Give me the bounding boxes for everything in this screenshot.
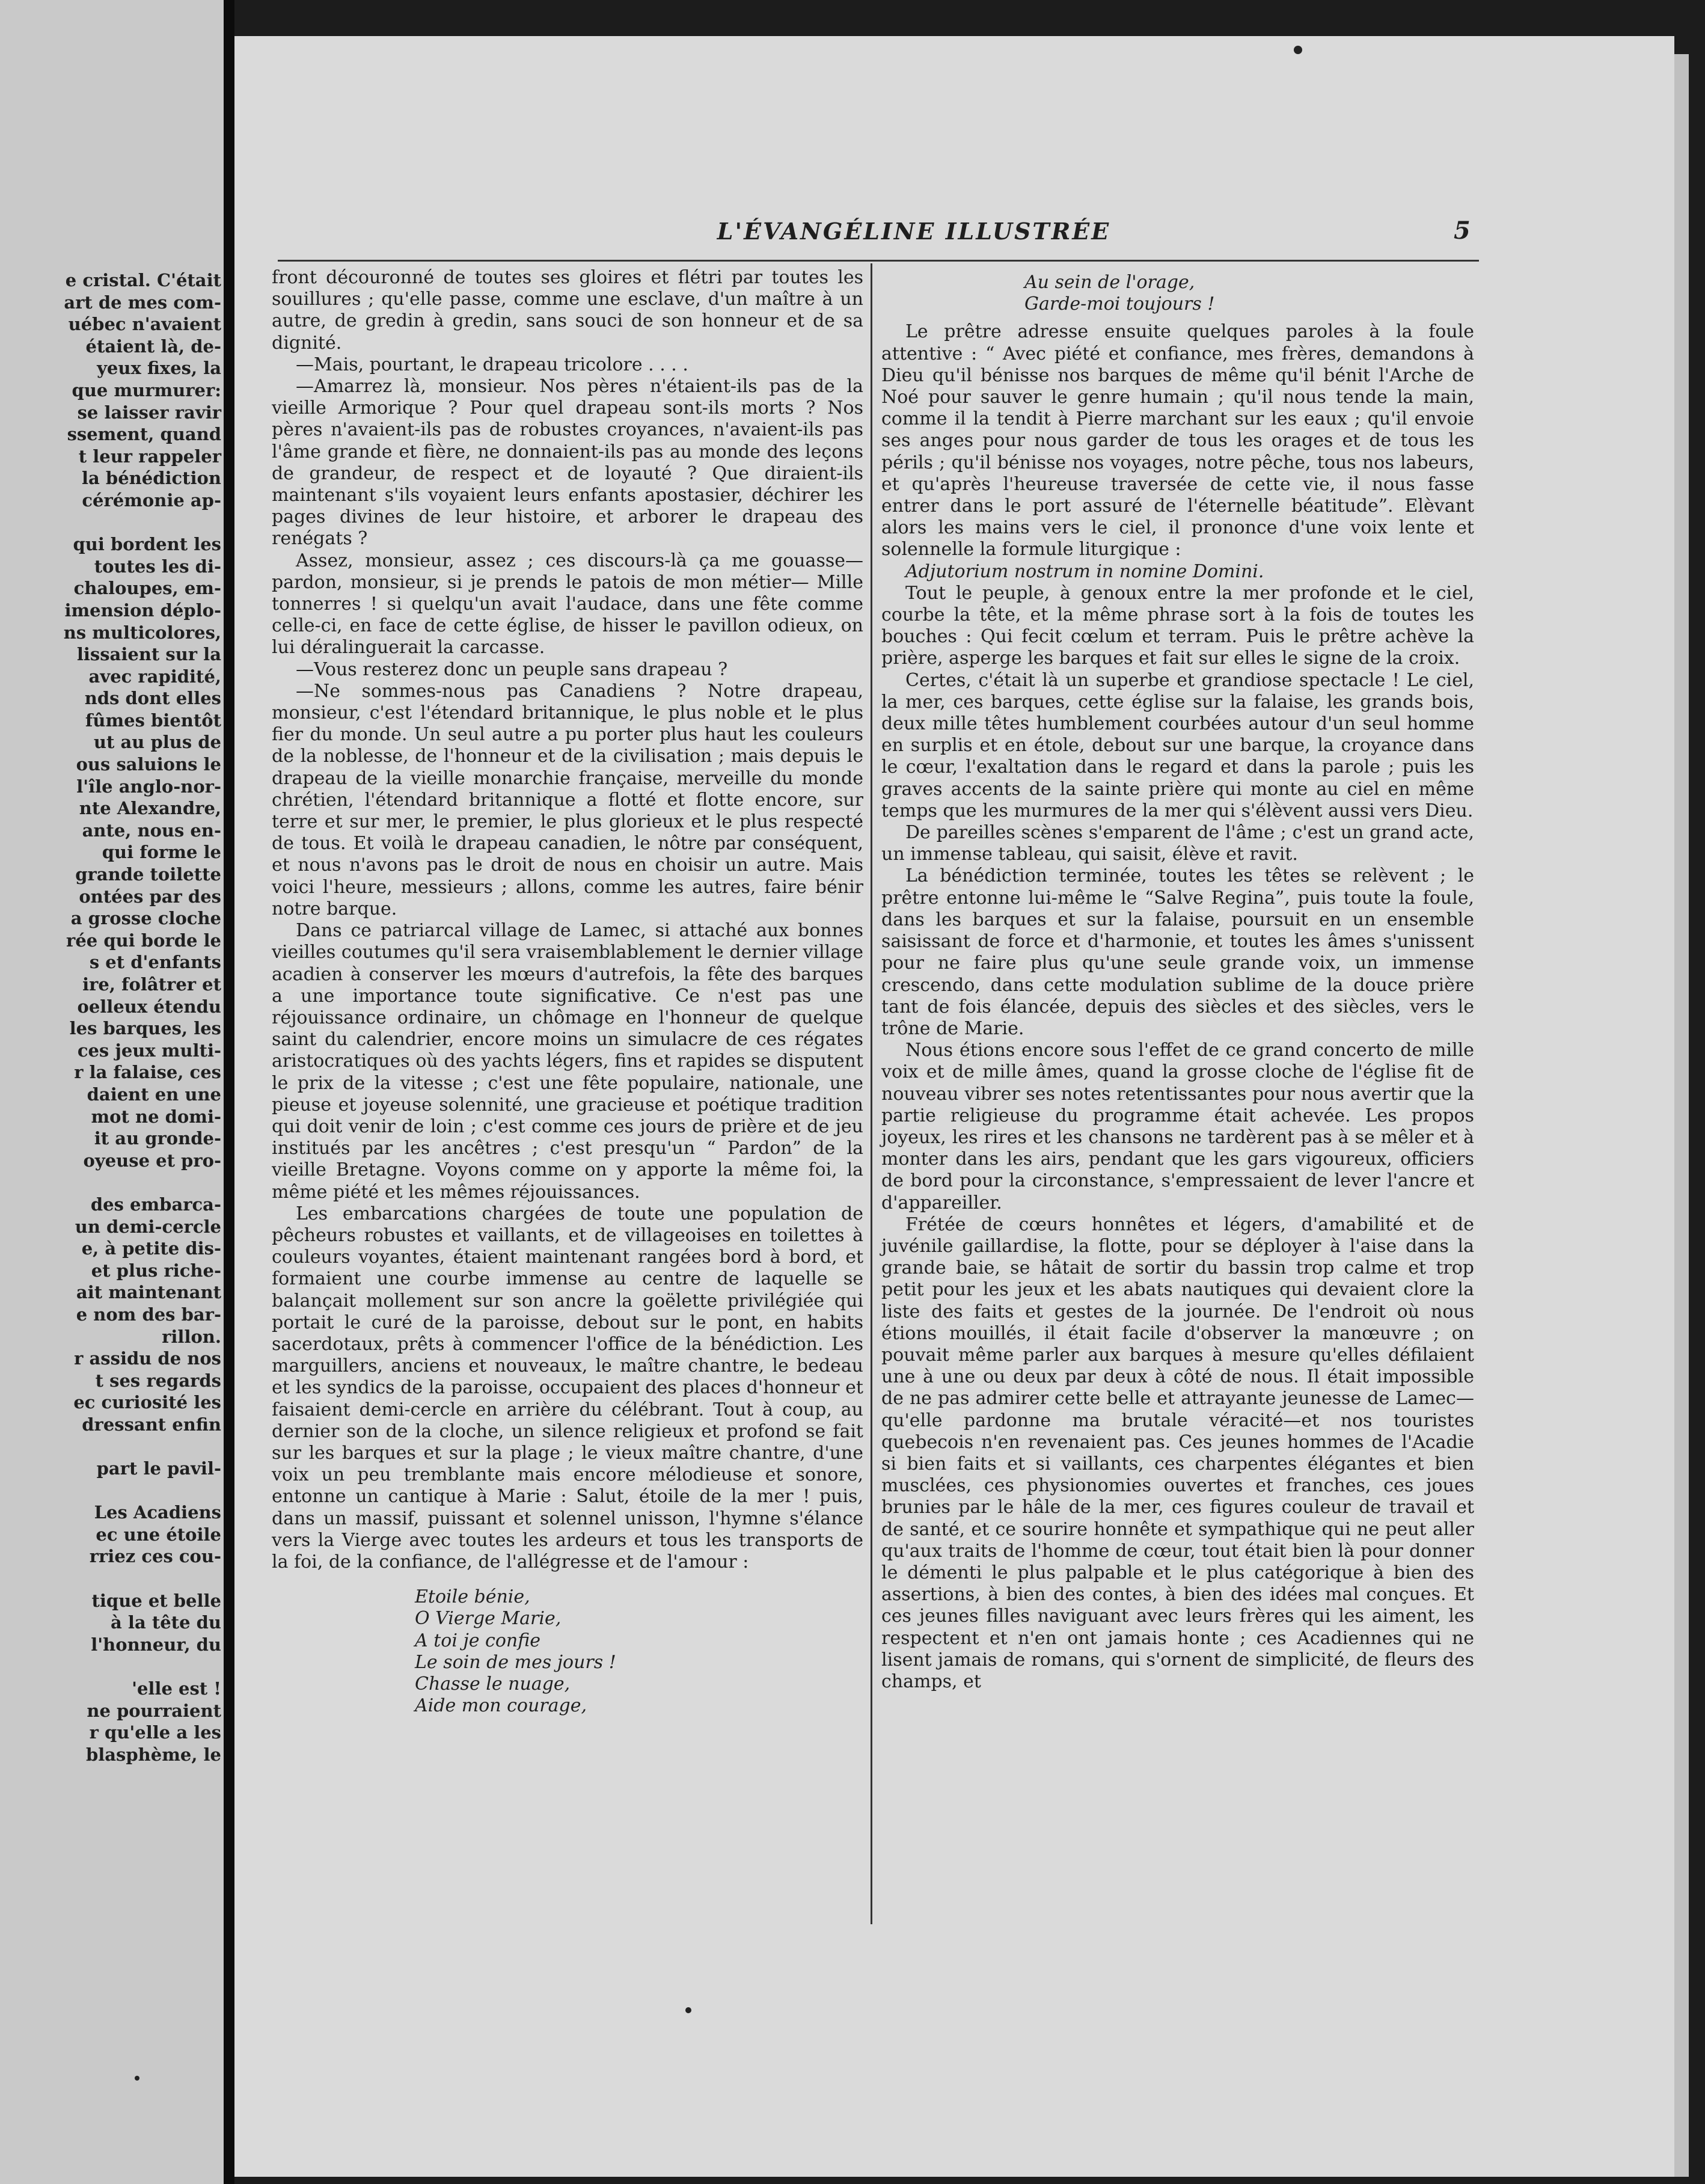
previous-page-line: mot ne domi- [91, 1106, 221, 1127]
paragraph: Assez, monsieur, assez ; ces discours-là ça me gouasse— pardon, monsieur, si je prends le patois de mon métier— Mille tonnerres ! si quelqu'un avait l'audace, dans une fête comme celle-ci, en face de cette église, de hisser le pavillon odieux, on lui déralinguerait la carcasse. [272, 550, 863, 658]
previous-page-line: qui forme le [102, 842, 221, 863]
verse-line: Le soin de mes jours ! [415, 1651, 616, 1673]
previous-page-line: un demi-cercle [75, 1216, 221, 1237]
page-gutter [224, 0, 234, 2184]
previous-page-line: ous saluions le [76, 754, 221, 775]
right-column [881, 267, 1474, 1693]
previous-page-line: ire, folâtrer et [82, 974, 221, 995]
previous-page-line [5, 1171, 221, 1194]
previous-page-line: ces jeux multi- [77, 1040, 221, 1061]
paragraph: Les embarcations chargées de toute une population de pêcheurs robustes et vaillants, et de villageoises en toilettes à couleurs voyantes, étaient maintenant rangées bord à bord, et formaient une courbe immense au centre de laquelle se balançait mollement sur son ancre la goëlette privilégiée qui portait le curé de la paroisse, debout sur le pont, en habits sacerdotaux, prêts à commencer l'office de la bénédiction. Les marguillers, anciens et nouveaux, le maître chantre, le bedeau et les syndics de la paroisse, occupaient des places d'honneur et faisaient demi-cercle en arrière du célébrant. Tout à coup, au dernier son de la cloche, un silence religieux et profond se fait sur les barques et sur la plage ; le vieux maître chantre, d'une voix un peu tremblante mais encore mélodieuse et sonore, entonne un cantique à Marie : Salut, étoile de la mer ! puis, dans un massif, puissant et solennel unisson, l'hymne s'élance vers la Vierge avec toutes les ardeurs et tous les transports de la foi, de la confiance, de l'allégresse et de l'amour : [272, 1203, 863, 1572]
ink-spot [1294, 46, 1302, 54]
previous-page-line: rriez ces cou- [89, 1546, 221, 1567]
verse-line: Aide mon courage, [415, 1695, 587, 1717]
verse-line: Garde-moi toujours ! [1024, 293, 1215, 315]
previous-page-line: nds dont elles [84, 688, 221, 709]
previous-page-line: e cristal. C'était [65, 270, 221, 290]
previous-page-line: toutes les di- [94, 556, 221, 577]
previous-page-line: uébec n'avaient [68, 314, 221, 335]
previous-page-line [5, 1568, 221, 1590]
previous-page-line: ssement, quand [67, 424, 221, 445]
verse-line: O Vierge Marie, [415, 1608, 562, 1630]
previous-page-line: a grosse cloche [70, 908, 221, 929]
hymn-verse-continued [1024, 272, 1474, 315]
previous-page-line: daient en une [87, 1084, 221, 1105]
running-head: L'ÉVANGÉLINE ILLUSTRÉE [717, 218, 1111, 245]
previous-page-line: avec rapidité, [88, 666, 221, 687]
previous-page-line: oyeuse et pro- [83, 1150, 221, 1171]
previous-page-line: se laisser ravir [77, 402, 221, 423]
previous-page-line: art de mes com- [64, 292, 221, 313]
previous-page-line: lissaient sur la [76, 644, 221, 665]
previous-page-line: 'elle est ! [132, 1678, 221, 1699]
page-edge [1674, 54, 1689, 2177]
paragraph: Dans ce patriarcal village de Lamec, si attaché aux bonnes vieilles coutumes qu'il sera vraisemblablement le dernier village acadien à conserver les mœurs d'autrefois, la fête des barques a une importance toute significative. Ce n'est pas une réjouissance ordinaire, un chômage en l'honneur de quelque saint du calendrier, encore moins un simulacre de ces régates aristocratiques où des yachts légers, fins et rapides se disputent le prix de la vitesse ; c'est une fête populaire, nationale, une pieuse et joyeuse solennité, une gracieuse et poétique tradition qui doit venir de loin ; c'est comme ces jours de prière et de jeu institués par les ancêtres ; c'est presqu'un “ Pardon” de la vieille Bretagne. Voyons comme on y apporte la même foi, la même piété et les mêmes réjouissances. [272, 920, 863, 1203]
previous-page-line: et plus riche- [91, 1260, 221, 1281]
previous-page-text [5, 269, 221, 1765]
previous-page-line: rée qui borde le [66, 930, 221, 951]
previous-page-line [5, 512, 221, 534]
ink-spot [135, 2076, 139, 2081]
previous-page-line: ec curiosité les [73, 1392, 221, 1413]
previous-page-line: ante, nous en- [82, 820, 221, 841]
previous-page-line: e, à petite dis- [81, 1238, 221, 1259]
previous-page-line: chaloupes, em- [73, 578, 221, 599]
previous-page-line: les barques, les [69, 1018, 221, 1039]
previous-page-line: ec une étoile [96, 1524, 221, 1545]
previous-page-line: Les Acadiens [94, 1502, 221, 1523]
previous-page-line: à la tête du [111, 1612, 221, 1633]
previous-page-line: la bénédiction [82, 468, 221, 489]
previous-page-line: dressant enfin [82, 1414, 221, 1435]
previous-page-line: oelleux étendu [77, 996, 221, 1017]
previous-page-line: t leur rappeler [78, 446, 221, 467]
paragraph: Frétée de cœurs honnêtes et légers, d'amabilité et de juvénile gaillardise, la flotte, pour se déployer à l'aise dans la grande baie, se hâtait de sortir du bassin trop calme et trop petit pour les jeux et les abats nautiques qui devaient clore la liste des faits et gestes de la journée. De l'endroit où nous étions mouillés, il était facile d'observer la manœuvre ; on pouvait même parler aux barques à mesure qu'elles défilaient une à une ou deux par deux à côté de nous. Il était impossible de ne pas admirer cette belle et attrayante jeunesse de Lamec—qu'elle pardonne ma brutale véracité—et nos touristes quebecois n'en revenaient pas. Ces jeunes hommes de l'Acadie si bien faits et si vaillants, ces charpentes élégantes et bien musclées, ces physionomies ouvertes et franches, ces joues brunies par le hâle de la mer, ces figures couleur de travail et de santé, et ce sourire honnête et sympathique qui ne peut aller qu'aux traits de l'homme de cœur, tout était bien là pour donner le démenti le plus palpable et le plus catégorique à bien des assertions, à bien des contes, à bien des idées mal conçues. Et ces jeunes filles naviguant avec leurs frères qui les aiment, les respectent et n'en ont jamais honte ; ces Acadiennes qui ne lisent jamais de romans, qui s'ornent de simplicité, de fleurs des champs, et [881, 1213, 1474, 1692]
previous-page-line: étaient là, de- [85, 336, 221, 357]
liturgical-formula: Adjutorium nostrum in nomine Domini. [905, 560, 1264, 582]
previous-page-line: it au gronde- [94, 1128, 221, 1149]
footer-dot [685, 2007, 691, 2013]
previous-page-line: r la falaise, ces [74, 1062, 221, 1083]
verse-line: Au sein de l'orage, [1024, 272, 1195, 293]
previous-page-line: imension déplo- [64, 600, 221, 621]
left-column [272, 267, 863, 1717]
paragraph: —Amarrez là, monsieur. Nos pères n'étaient-ils pas de la vieille Armorique ? Pour quel drapeau sont-ils morts ? Nos pères n'avaient-ils pas de robustes croyances, n'avaient-ils pas l'âme grande et fière, ne donnaient-ils pas au monde des leçons de grandeur, de respect et de loyauté ? Que diraient-ils maintenant s'ils voyaient leurs enfants apostasier, déchirer les pages divines de leur histoire, et arborer le drapeau des renégats ? [272, 376, 863, 550]
paragraph: —Mais, pourtant, le drapeau tricolore . . . . [296, 354, 688, 375]
previous-page-line: e nom des bar- [76, 1304, 221, 1325]
previous-page-line: grande toilette [75, 864, 221, 885]
previous-page-line: nte Alexandre, [79, 798, 221, 819]
previous-page-line: des embarca- [90, 1194, 221, 1215]
previous-page-line: fûmes bientôt [85, 710, 221, 731]
previous-page-line: ns multicolores, [63, 622, 221, 643]
previous-page-line: qui bordent les [73, 534, 221, 555]
paragraph: Le prêtre adresse ensuite quelques paroles à la foule attentive : “ Avec piété et confiance, mes frères, demandons à Dieu qu'il bénisse nos barques de même qu'il bénit l'Arche de Noé pour sauver le genre humain ; qu'il nous tende la main, comme il la tendit à Pierre marchant sur les eaux ; qu'il envoie ses anges pour nous garder de tous les orages et de tous les périls ; qu'il bénisse nos voyages, notre pêche, tous nos labeurs, et qu'après l'heureuse traversée de cette vie, il nous fasse entrer dans le port assuré de l'éternelle béatitude”. Elèvant alors les mains vers le ciel, il prononce d'une voix lente et solennelle la formule liturgique : [881, 321, 1474, 560]
previous-page-line: r qu'elle a les [89, 1722, 221, 1743]
hymn-verse [415, 1586, 863, 1717]
verse-line: Etoile bénie, [415, 1586, 530, 1608]
paragraph: Tout le peuple, à genoux entre la mer profonde et le ciel, courbe la tête, et la même phrase sort à la fois de toutes les bouches : Qui fecit cœlum et terram. Puis le prêtre achève la prière, asperge les barques et fait sur elles le signe de la croix. [881, 582, 1474, 669]
paragraph: —Ne sommes-nous pas Canadiens ? Notre drapeau, monsieur, c'est l'étendard britannique, le plus noble et le plus fier du monde. Un seul autre a pu porter plus haut les couleurs de la noblesse, de l'honneur et de la civilisation ; mais depuis le drapeau de la vieille monarchie française, merveille du monde chrétien, l'étendard britannique a flotté et flotte encore, sur terre et sur mer, le premier, le plus glorieux et le plus respecté de tous. Et voilà le drapeau canadien, le nôtre par conséquent, et nous n'avons pas le droit de nous en choisir un autre. Mais voici l'heure, messieurs ; allons, comme les autres, faire bénir notre barque. [272, 680, 863, 919]
previous-page-strip [0, 0, 224, 2184]
column-rule [871, 263, 872, 1924]
previous-page-line: blasphème, le [85, 1744, 221, 1765]
paragraph: La bénédiction terminée, toutes les têtes se relèvent ; le prêtre entonne lui-même le “Salve Regina”, puis toute la foule, dans les barques et sur la falaise, poursuit en un ensemble saisissant de force et d'harmonie, et toutes les âmes s'unissent pour ne faire plus qu'une seule grande voix, un immense crescendo, dans cette modulation sublime de la douce prière tant de fois élancée, depuis des siècles et des siècles, vers le trône de Marie. [881, 865, 1474, 1039]
previous-page-line [5, 1655, 221, 1678]
previous-page-line: ait maintenant [76, 1282, 221, 1303]
page-number: 5 [1454, 216, 1471, 245]
paragraph: Nous étions encore sous l'effet de ce grand concerto de mille voix et de mille âmes, quand la grosse cloche de l'église fit de nouveau vibrer ses notes retentissantes pour nous avertir que la partie religieuse du programme était achevée. Les propos joyeux, les rires et les chansons ne tardèrent pas à se mêler et à monter dans les airs, pendant que les gars vigoureux, officiers de bord pour la circonstance, s'empressaient de lever l'ancre et d'appareiller. [881, 1040, 1474, 1213]
previous-page-line: ne pourraient [87, 1700, 221, 1721]
previous-page-line: l'île anglo-nor- [76, 776, 221, 797]
previous-page-line: t ses regards [95, 1370, 221, 1391]
paragraph: De pareilles scènes s'emparent de l'âme ; c'est un grand acte, un immense tableau, qui saisit, élève et ravit. [881, 822, 1474, 865]
previous-page-line: part le pavil- [96, 1458, 221, 1479]
previous-page-line [5, 1435, 221, 1458]
previous-page-line: tique et belle [91, 1590, 221, 1611]
previous-page-line: s et d'enfants [89, 952, 221, 973]
verse-line: A toi je confie [415, 1630, 540, 1651]
previous-page-line: l'honneur, du [91, 1634, 221, 1655]
header-rule [278, 260, 1479, 262]
previous-page-line: cérémonie ap- [82, 489, 221, 511]
previous-page-line: yeux fixes, la [97, 358, 221, 379]
previous-page-line: ontées par des [79, 886, 221, 907]
paragraph: —Vous resterez donc un peuple sans drapeau ? [296, 658, 728, 680]
paragraph: Certes, c'était là un superbe et grandiose spectacle ! Le ciel, la mer, ces barques, cette église sur la falaise, les grands bois, deux mille têtes humblement courbées autour d'un seul homme en surplis et en étole, debout sur une barque, la croyance dans le cœur, l'exaltation dans le regard et dans la parole ; puis les graves accents de la sainte prière qui monte au ciel en même temps que les murmures de la mer qui s'élèvent aussi vers Dieu. [881, 669, 1474, 821]
previous-page-line: rillon. [162, 1326, 221, 1347]
verse-line: Chasse le nuage, [415, 1673, 571, 1695]
paragraph: front découronné de toutes ses gloires et flétri par toutes les souillures ; qu'elle passe, comme une esclave, d'un maître à un autre, de gredin à gredin, sans souci de son honneur et de sa dignité. [272, 267, 863, 354]
previous-page-line [5, 1480, 221, 1502]
previous-page-line: r assidu de nos [74, 1348, 221, 1369]
previous-page-line: ut au plus de [93, 732, 221, 753]
previous-page-line: que murmurer: [72, 379, 221, 400]
